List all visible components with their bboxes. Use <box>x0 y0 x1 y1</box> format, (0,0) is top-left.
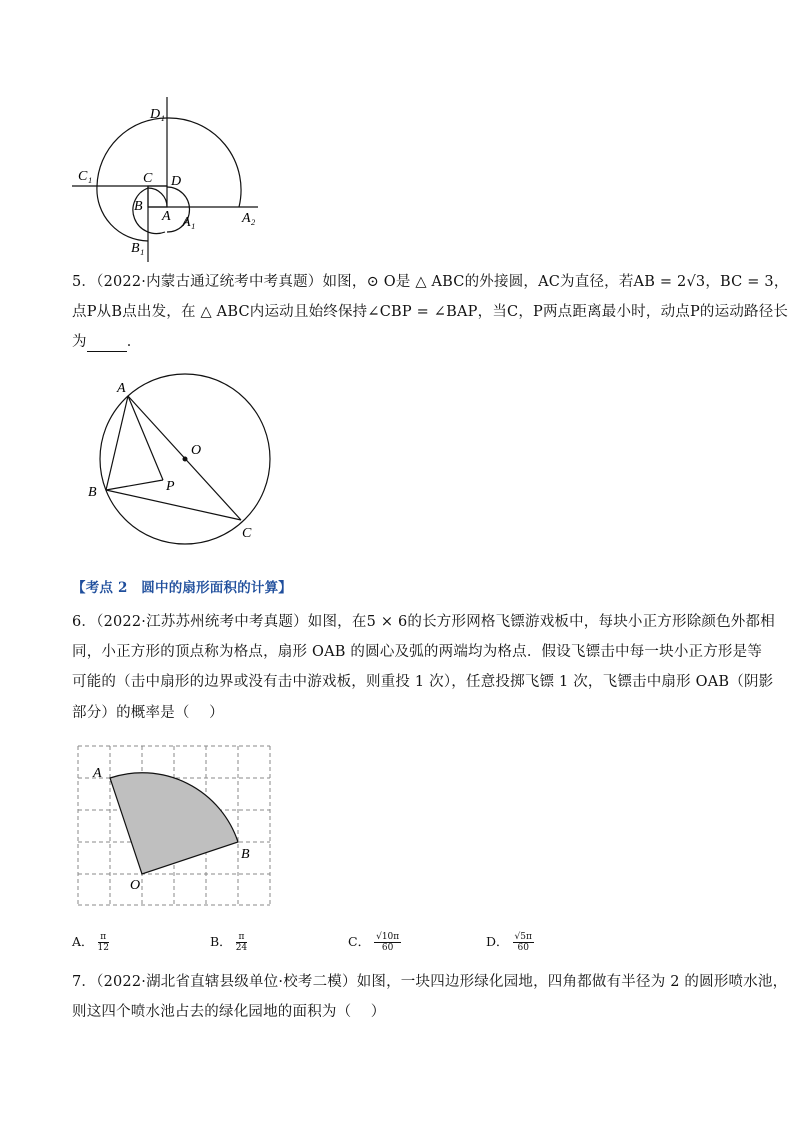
shaded-sector <box>110 773 238 874</box>
circle-triangle-figure <box>80 370 280 550</box>
label-B6: B <box>241 847 250 862</box>
option-d[interactable]: D． $\frac{√5\pi}{60}$ <box>486 932 532 953</box>
segment-ap <box>128 396 163 480</box>
label-a1: A₁ <box>182 215 196 230</box>
label-O6: O <box>130 878 141 893</box>
segment-bp <box>106 480 163 490</box>
label-A6: A <box>93 766 102 781</box>
label-b: B <box>134 199 143 214</box>
side-ab <box>106 396 128 490</box>
q5-line3: 为 ． <box>72 334 142 350</box>
q7-line2: 则这四个喷水池占去的绿化园地的面积为（ ） <box>72 1004 386 1020</box>
label-a: A <box>162 209 171 224</box>
q6-line3: 可能的（击中扇形的边界或没有击中游戏板，则重投 1 次），任意投掷飞镖 1 次，飞镖击中扇形 OAB（阴影 <box>72 674 774 690</box>
label-C: C <box>242 526 252 541</box>
label-O: O <box>191 443 202 458</box>
label-d1: D₁ <box>150 107 165 122</box>
side-bc <box>106 490 241 520</box>
q6-line1: 6．（2022·江苏苏州统考中考真题）如图，在5 × 6的长方形网格飞镖游戏板中，每块小正方形除颜色外都相 <box>72 614 775 630</box>
label-c1: C₁ <box>78 169 93 184</box>
label-c: C <box>143 171 153 186</box>
q7-line1: 7．（2022·湖北省直辖县级单位·校考二模）如图，一块四边形绿化园地，四角都做有半径为 2 的圆形喷水池， <box>72 974 788 990</box>
q5-line2: 点P从B点出发，在 △ ABC内运动且始终保持∠CBP = ∠BAP，当C，P两点距离最小时，动点P的运动路径长 <box>72 304 789 320</box>
label-a2: A₂ <box>242 211 256 226</box>
center-point <box>183 457 188 462</box>
option-b[interactable]: B． $\frac{\pi}{24}$ <box>210 932 248 953</box>
label-b1: B₁ <box>131 241 145 256</box>
label-A: A <box>117 381 126 396</box>
spiral-figure <box>60 90 280 270</box>
label-P: P <box>166 479 175 494</box>
q5-line1: 5．（2022·内蒙古通辽统考中考真题）如图，⊙ O是 △ ABC的外接圆，AC为直径，若AB = 2√3，BC = 3， <box>72 274 789 290</box>
option-c[interactable]: C． $\frac{√10\pi}{60}$ <box>348 932 400 953</box>
grid-sector-figure <box>70 740 280 910</box>
q6-line2: 同，小正方形的顶点称为格点，扇形 OAB 的圆心及弧的两端均为格点．假设飞镖击中每一块小正方形是等 <box>72 644 763 660</box>
label-B: B <box>88 485 97 500</box>
option-a[interactable]: A． $\frac{\pi}{12}$ <box>72 932 109 953</box>
answer-blank <box>87 337 127 352</box>
label-d: D <box>171 174 182 189</box>
section-heading: 【考点 2 圆中的扇形面积的计算】 <box>72 580 292 596</box>
q6-line4: 部分）的概率是（ ） <box>72 705 224 721</box>
